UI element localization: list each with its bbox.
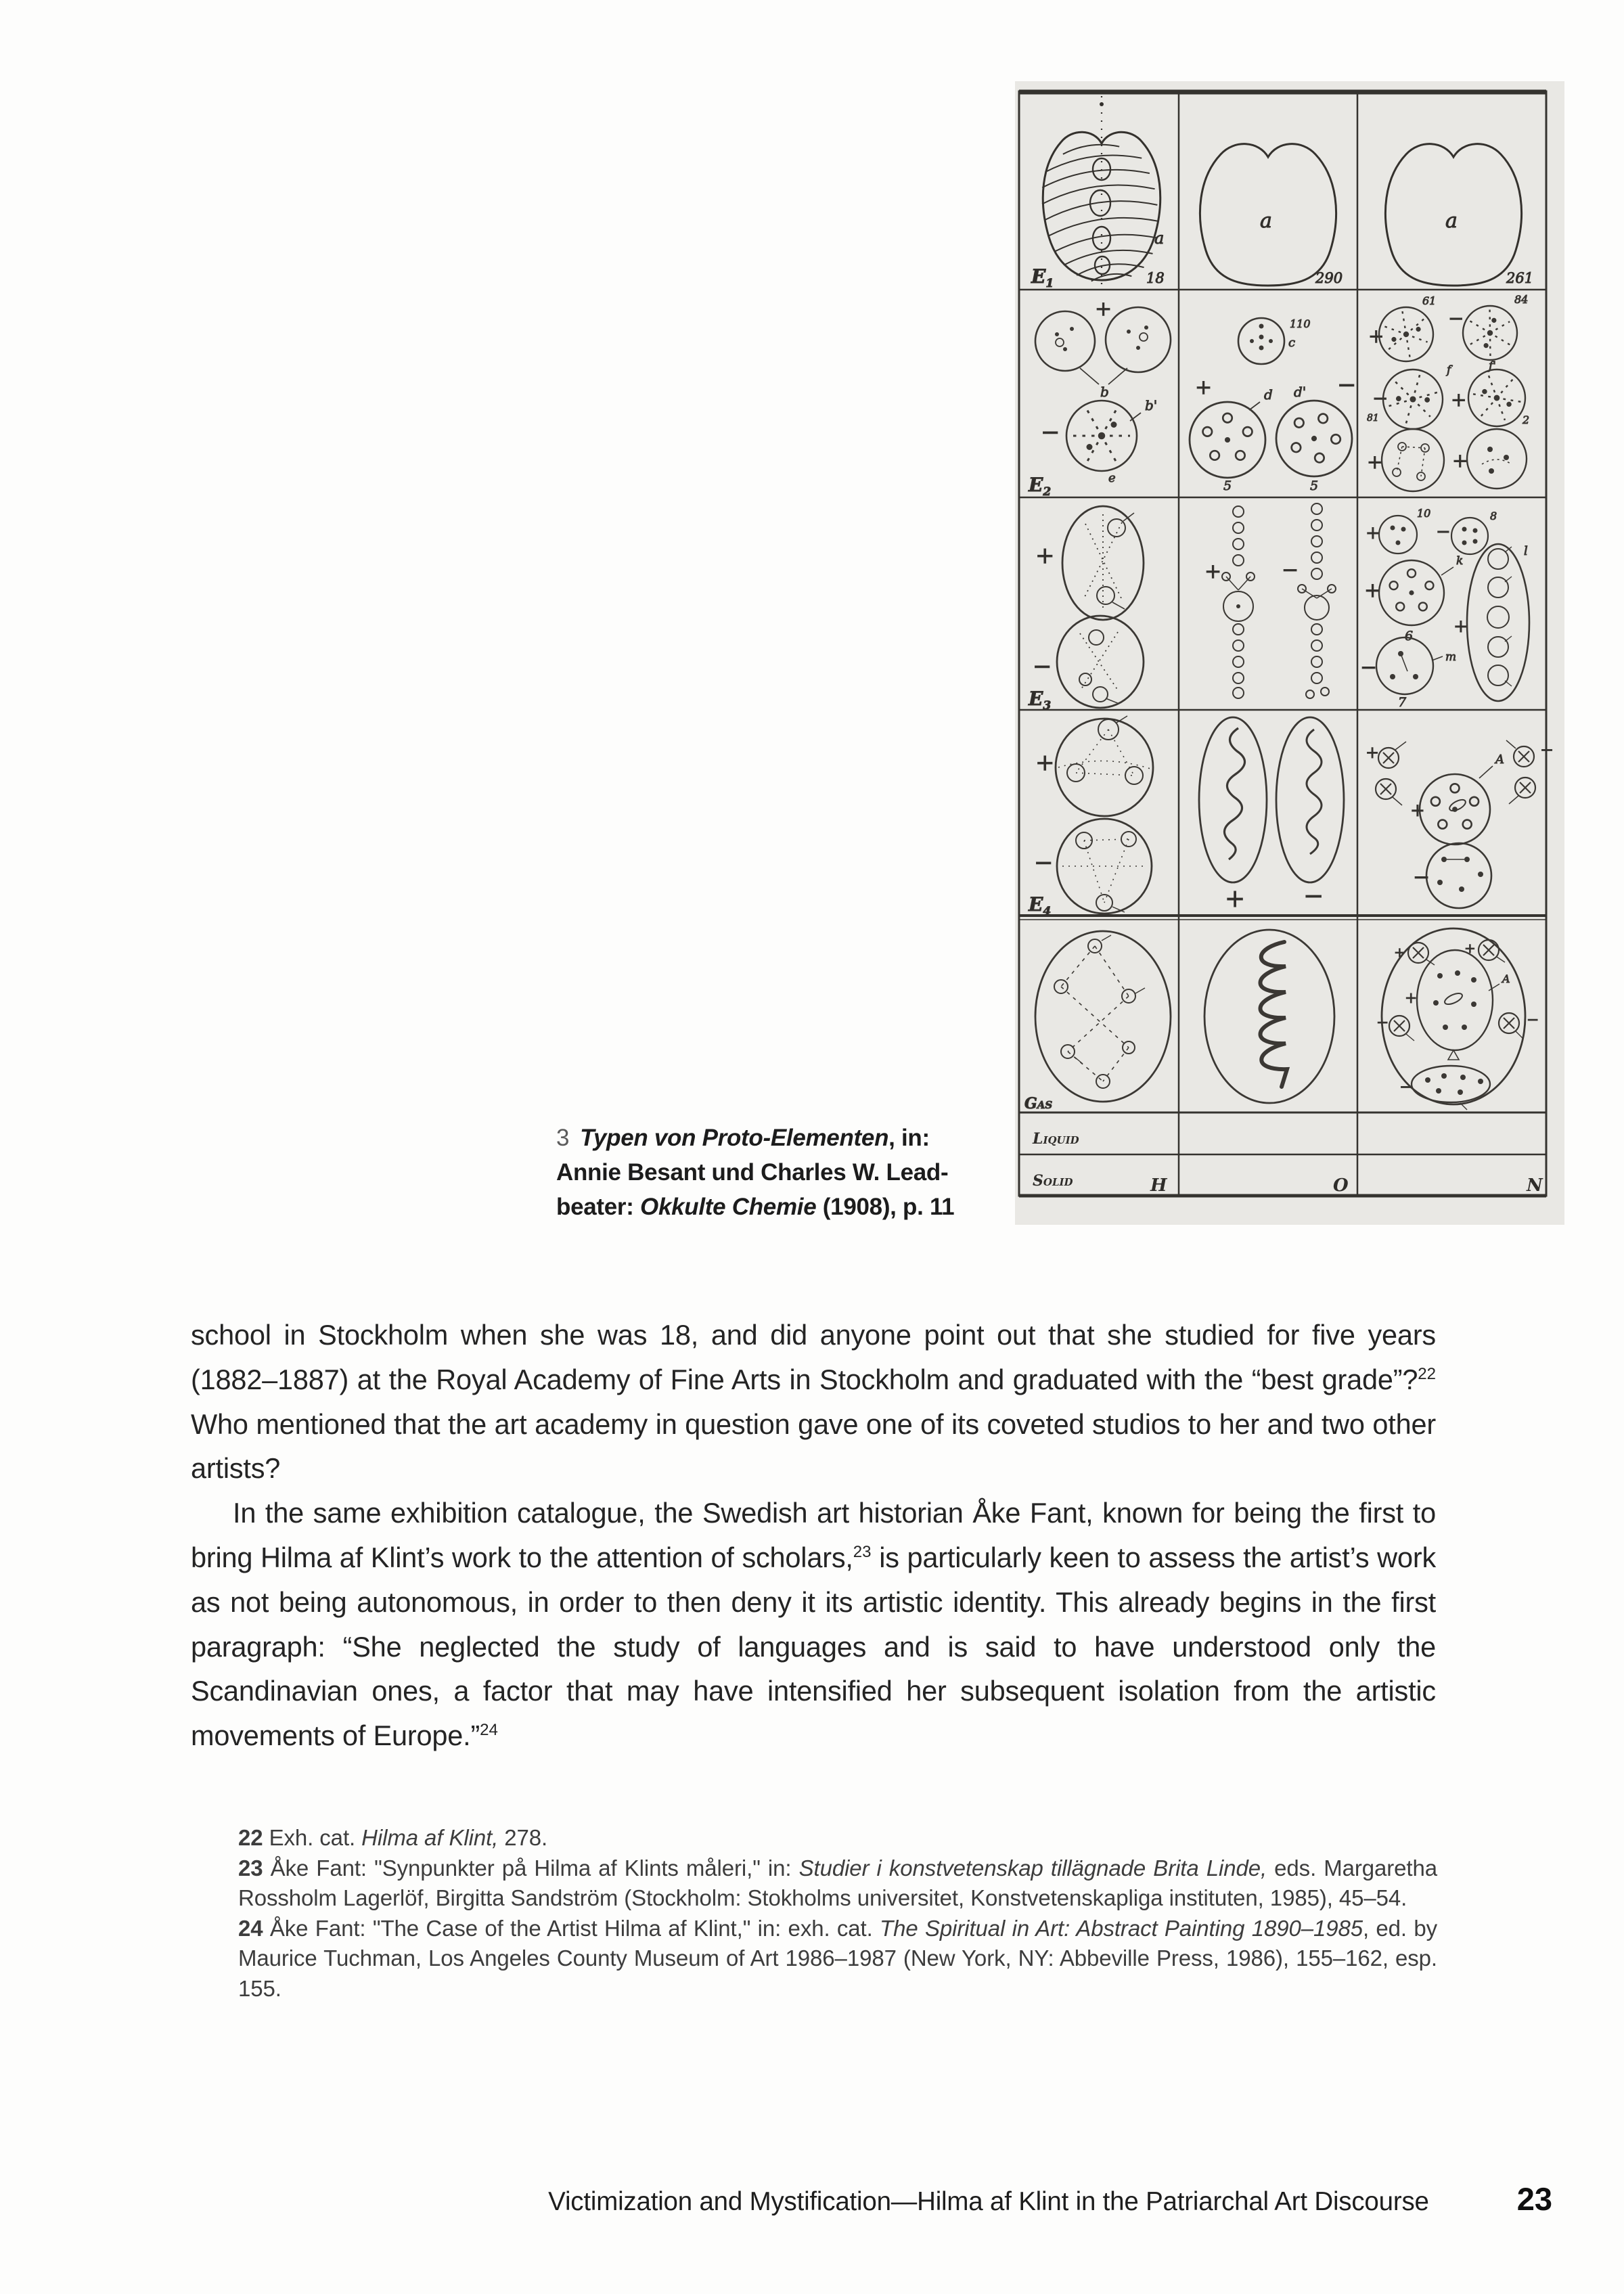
svg-text:E1: $E_1$ (1031, 265, 1054, 290)
svg-text:−: − (1337, 372, 1357, 399)
svg-text:+: + (1225, 885, 1246, 913)
caption-line-1: 3 Typen von Proto-Elementen, in: (556, 1125, 930, 1151)
svg-text:d': d' (1294, 384, 1307, 400)
footnote-24: 24 Åke Fant: "The Case of the Artist Hilma af Klint," in: exh. cat. The Spiritual in Art: Abstract Painting 1890–1985, ed. by Maurice Tuchman, Los Angeles County Museum of Art 1986–1987 (New York, NY: Abbeville Press, 1986), 155–162, esp. 155. (238, 1915, 1437, 2001)
svg-text:+: + (1366, 743, 1380, 762)
plate-row-liquid (1032, 1130, 1079, 1148)
svg-text:+: + (1195, 376, 1213, 399)
svg-text:−: − (1376, 1014, 1389, 1031)
svg-text:−: − (1540, 740, 1554, 759)
svg-text:5: 5 (1223, 478, 1232, 493)
svg-text:−: − (1413, 865, 1430, 889)
paragraph-2: In the same exhibition catalogue, the Swedish art historian Åke Fant, known for being the first to bring Hilma af Klint’s work to the attention of scholars,$^{23}$ is particularly keen to assess the artist’s work as not being autonomous, in order to then deny it its artistic identity. This already begins in the first paragraph: “She neglected the study of languages and is said to have understood only the Scandinavian ones, a factor that may have intensified her subsequent isolation from the artistic movements of Europe.”$^{24}$ (191, 1497, 1436, 1752)
paragraph-1: school in Stockholm when she was 18, and did anyone point out that she studied for five years (1882–1887) at the Royal Academy of Fine Arts in Stockholm and graduated with the “best grade”?$^{22}$ Who mentioned that the art academy in question gave one of its coveted studios to her and two other artists? (191, 1319, 1436, 1485)
svg-text:H: H (1150, 1175, 1167, 1196)
svg-text:6: 6 (1405, 629, 1414, 644)
svg-text:c: c (1288, 336, 1296, 350)
svg-text:5: 5 (1310, 478, 1319, 493)
footnote-22: 22 Exh. cat. Hilma af Klint, 278. (238, 1825, 548, 1850)
svg-text:110: 110 (1290, 317, 1311, 330)
svg-text:e: e (1108, 471, 1116, 485)
svg-text:f': f' (1489, 359, 1496, 373)
svg-text:290: 290 (1315, 270, 1343, 286)
figure-plate (1015, 81, 1564, 1225)
svg-text:−: − (1282, 558, 1299, 582)
svg-text:Liquid: Liquid (1033, 1130, 1079, 1148)
svg-text:−: − (1360, 656, 1378, 679)
svg-text:a: a (1154, 229, 1165, 248)
svg-text:−: − (1372, 387, 1389, 409)
svg-text:a: a (1260, 209, 1272, 233)
svg-text:+: + (1367, 451, 1383, 473)
plate-scan-image (1015, 81, 1564, 1225)
svg-text:b': b' (1145, 397, 1158, 413)
svg-text:E2: $E_2$ (1029, 474, 1052, 499)
svg-text:a: a (1445, 209, 1458, 233)
caption-line-3: beater: Okkulte Chemie (1908), p. 11 (556, 1194, 955, 1220)
svg-text:+: + (1394, 944, 1405, 960)
svg-text:b: b (1100, 384, 1109, 400)
svg-text:+: + (1366, 523, 1380, 543)
svg-text:−: − (1041, 419, 1060, 446)
svg-text:−: − (1399, 1077, 1414, 1096)
svg-text:261: 261 (1506, 270, 1534, 286)
svg-text:−: − (1033, 653, 1052, 680)
svg-text:2: 2 (1522, 413, 1530, 426)
svg-text:d: d (1264, 386, 1273, 403)
svg-text:Solid: Solid (1033, 1172, 1073, 1190)
svg-text:+: + (1095, 297, 1112, 321)
svg-text:−: − (1303, 882, 1324, 910)
page-footer (191, 2180, 1552, 2218)
svg-text:+: + (1364, 579, 1382, 602)
svg-text:l: l (1524, 544, 1528, 558)
svg-text:10: 10 (1417, 507, 1431, 520)
svg-text:−: − (1527, 1012, 1539, 1029)
svg-text:8: 8 (1490, 510, 1497, 522)
svg-text:E3: $E_3$ (1029, 688, 1052, 713)
svg-text:+: + (1464, 940, 1476, 956)
footnotes (238, 1823, 1437, 2004)
svg-text:+: + (1453, 616, 1468, 637)
svg-text:−: − (1448, 307, 1464, 330)
svg-text:A: A (1495, 752, 1504, 767)
svg-text:+: + (1405, 990, 1418, 1007)
svg-text:+: + (1035, 749, 1055, 776)
svg-text:m: m (1445, 650, 1457, 664)
svg-text:+: + (1452, 449, 1468, 472)
svg-text:+: + (1035, 542, 1055, 569)
svg-text:+: + (1410, 801, 1425, 821)
svg-text:A: A (1502, 972, 1510, 985)
body-text (191, 1313, 1436, 1758)
svg-text:7: 7 (1398, 695, 1407, 710)
svg-text:E4: $E_4$ (1029, 893, 1052, 918)
svg-text:18: 18 (1146, 270, 1165, 286)
svg-text:+: + (1451, 388, 1467, 411)
svg-text:N: N (1527, 1175, 1543, 1196)
svg-text:−: − (1034, 849, 1054, 876)
svg-text:61: 61 (1422, 294, 1437, 307)
svg-text:f: f (1447, 363, 1451, 377)
svg-text:Gas: Gas (1024, 1095, 1053, 1112)
svg-text:+: + (1204, 560, 1222, 583)
svg-text:+: + (1368, 325, 1384, 347)
svg-text:81: 81 (1367, 413, 1379, 424)
page-number: 23 (1516, 2181, 1552, 2217)
running-title: Victimization and Mystification—Hilma af Klint in the Patriarchal Art Discourse (548, 2187, 1429, 2216)
svg-text:−: − (1436, 522, 1451, 542)
figure-caption (556, 1121, 1023, 1224)
svg-text:84: 84 (1514, 293, 1529, 306)
caption-line-2: Annie Besant und Charles W. Lead- (556, 1159, 949, 1186)
svg-text:k: k (1456, 554, 1464, 568)
footnote-23: 23 Åke Fant: "Synpunkter på Hilma af Klints måleri," in: Studier i konstvetenskap tillägnade Brita Linde, eds. Margaretha Rossholm Lagerlöf, Birgitta Sandström (Stockholm: Stokholms universitet, Konstvetenskapliga instituten, 1985), 45–54. (238, 1855, 1437, 1911)
svg-text:O: O (1333, 1175, 1349, 1196)
